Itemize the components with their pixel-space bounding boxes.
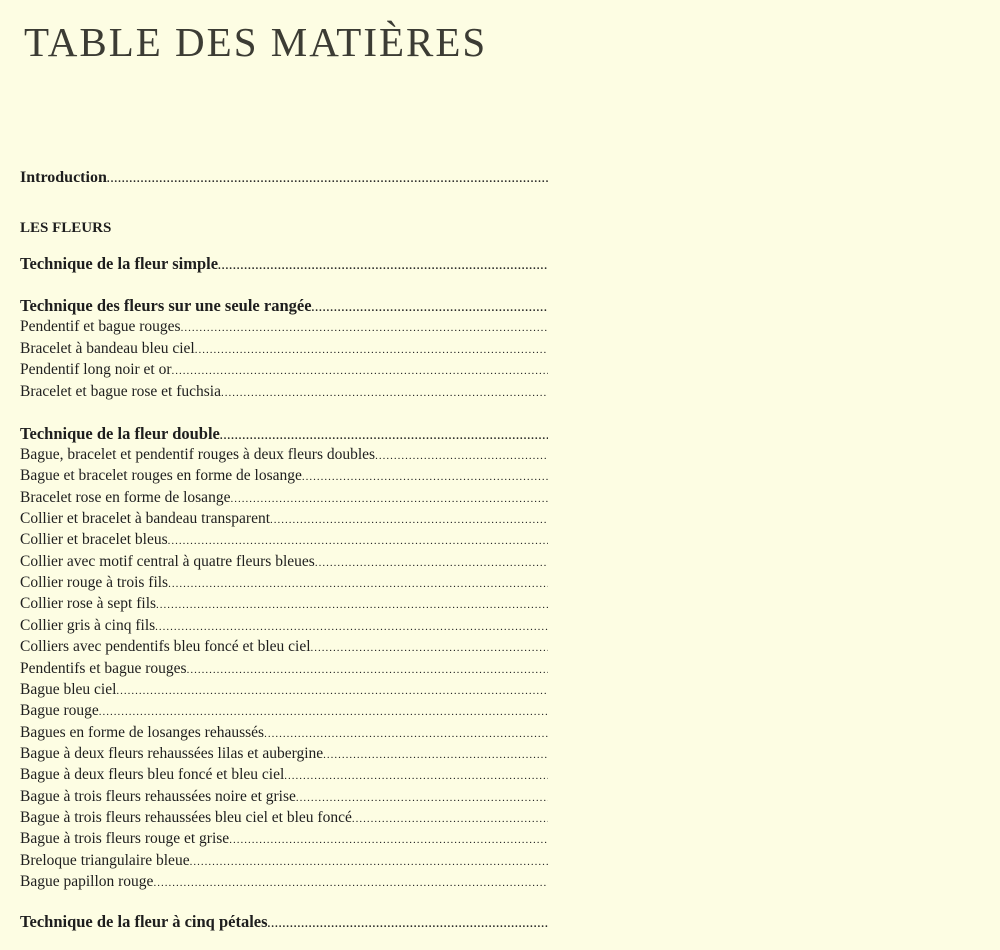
section-heading-les-fleurs: LES FLEURS bbox=[20, 220, 112, 236]
toc-item[interactable] bbox=[20, 788, 548, 810]
toc-item[interactable] bbox=[20, 852, 548, 874]
entry-label: Bague, bracelet et pendentif rouges à deux fleurs doubles bbox=[20, 446, 376, 463]
dot-leader bbox=[195, 344, 548, 356]
dot-leader bbox=[220, 430, 548, 442]
dot-leader bbox=[229, 834, 548, 846]
toc-item[interactable] bbox=[20, 702, 548, 724]
entry-label: Bague à trois fleurs rehaussées noire et grise bbox=[20, 787, 296, 805]
entry-label: Bague à trois fleurs rehaussées bleu ciel et bleu foncé bbox=[20, 808, 352, 826]
dot-leader bbox=[312, 302, 548, 314]
toc-entry-cinq-petales[interactable] bbox=[20, 912, 548, 934]
entry-label: Pendentif long noir et or bbox=[20, 361, 172, 378]
dot-leader bbox=[311, 642, 548, 654]
entry-label: Collier gris à cinq fils bbox=[20, 616, 156, 634]
toc-item[interactable] bbox=[20, 531, 548, 553]
toc-entry-seule-rangee[interactable] bbox=[20, 296, 548, 318]
dot-leader bbox=[264, 728, 548, 740]
toc-item[interactable] bbox=[20, 638, 548, 660]
dot-leader bbox=[296, 792, 548, 804]
entry-label: Bracelet à bandeau bleu ciel bbox=[20, 339, 195, 357]
dot-leader bbox=[181, 322, 548, 334]
dot-leader bbox=[315, 557, 548, 569]
toc-item[interactable] bbox=[20, 809, 548, 831]
dot-leader bbox=[156, 599, 548, 611]
entry-label: Bague bleu ciel bbox=[20, 680, 117, 698]
dot-leader bbox=[323, 749, 548, 761]
entry-label: Bague rouge bbox=[20, 702, 99, 720]
entry-label: Bague à deux fleurs rehaussées lilas et aubergine bbox=[20, 744, 324, 762]
dot-leader bbox=[230, 493, 548, 505]
dot-leader bbox=[375, 450, 548, 462]
page-title: TABLE DES MATIÈRES bbox=[24, 19, 488, 65]
entry-label: Collier rose à sept fils bbox=[20, 595, 157, 613]
entry-label: Collier avec motif central à quatre fleurs bleues bbox=[20, 552, 315, 570]
toc-item[interactable] bbox=[20, 467, 548, 489]
dot-leader bbox=[284, 770, 548, 782]
toc-entry-introduction[interactable] bbox=[20, 169, 548, 191]
toc-item[interactable] bbox=[20, 446, 548, 468]
entry-label: Pendentif et bague rouges bbox=[20, 318, 181, 335]
dot-leader bbox=[218, 260, 548, 272]
entry-label: Bague à trois fleurs rouge et grise bbox=[20, 830, 230, 848]
entry-label: Technique de la fleur simple bbox=[20, 254, 219, 273]
toc-item[interactable] bbox=[20, 340, 548, 362]
entry-label: Bague à deux fleurs bleu foncé et bleu ciel bbox=[20, 766, 285, 784]
dot-leader bbox=[172, 365, 548, 377]
toc-item[interactable] bbox=[20, 766, 548, 788]
entry-label: Bague papillon rouge bbox=[20, 873, 154, 890]
dot-leader bbox=[168, 578, 548, 590]
entry-label: Bagues en forme de losanges rehaussés bbox=[20, 723, 265, 741]
dot-leader bbox=[99, 706, 548, 718]
toc-item[interactable] bbox=[20, 617, 548, 639]
entry-label: Technique de la fleur double bbox=[20, 424, 220, 443]
dot-leader bbox=[153, 877, 548, 889]
entry-label: Colliers avec pendentifs bleu foncé et bleu ciel bbox=[20, 638, 311, 656]
toc-item[interactable] bbox=[20, 361, 548, 383]
dot-leader bbox=[168, 535, 548, 547]
toc-item[interactable] bbox=[20, 724, 548, 746]
dot-leader bbox=[190, 856, 548, 868]
toc-item[interactable] bbox=[20, 574, 548, 596]
toc-item[interactable] bbox=[20, 745, 548, 767]
toc-item[interactable] bbox=[20, 660, 548, 682]
toc-item[interactable] bbox=[20, 595, 548, 617]
dot-leader bbox=[116, 685, 548, 697]
entry-label: Bracelet rose en forme de losange bbox=[20, 488, 231, 506]
entry-label: Pendentifs et bague rouges bbox=[20, 659, 187, 677]
dot-leader bbox=[302, 471, 548, 483]
dot-leader bbox=[221, 387, 548, 399]
entry-label: Bracelet et bague rose et fuchsia bbox=[20, 382, 221, 400]
dot-leader bbox=[187, 664, 548, 676]
dot-leader bbox=[107, 173, 548, 185]
entry-label: Technique des fleurs sur une seule rangée bbox=[20, 296, 312, 315]
entry-label: Introduction bbox=[20, 169, 107, 186]
dot-leader bbox=[270, 514, 548, 526]
toc-item[interactable] bbox=[20, 510, 548, 532]
dot-leader bbox=[268, 918, 548, 930]
toc-item[interactable] bbox=[20, 383, 548, 405]
entry-label: Technique de la fleur à cinq pétales bbox=[20, 912, 268, 931]
entry-label: Bague et bracelet rouges en forme de losange bbox=[20, 467, 302, 485]
entry-label: Collier et bracelet bleus bbox=[20, 531, 168, 549]
entry-label: Collier rouge à trois fils bbox=[20, 574, 169, 592]
toc-item[interactable] bbox=[20, 681, 548, 703]
toc-entry-fleur-simple[interactable] bbox=[20, 254, 548, 276]
toc-item[interactable] bbox=[20, 830, 548, 852]
toc-item[interactable] bbox=[20, 873, 548, 895]
toc-entry-fleur-double[interactable] bbox=[20, 424, 548, 446]
entry-label: Breloque triangulaire bleue bbox=[20, 851, 190, 869]
dot-leader bbox=[352, 813, 548, 825]
toc-item[interactable] bbox=[20, 318, 548, 340]
entry-label: Collier et bracelet à bandeau transparent bbox=[20, 510, 271, 528]
toc-item[interactable] bbox=[20, 489, 548, 511]
toc-item[interactable] bbox=[20, 553, 548, 575]
dot-leader bbox=[155, 621, 548, 633]
